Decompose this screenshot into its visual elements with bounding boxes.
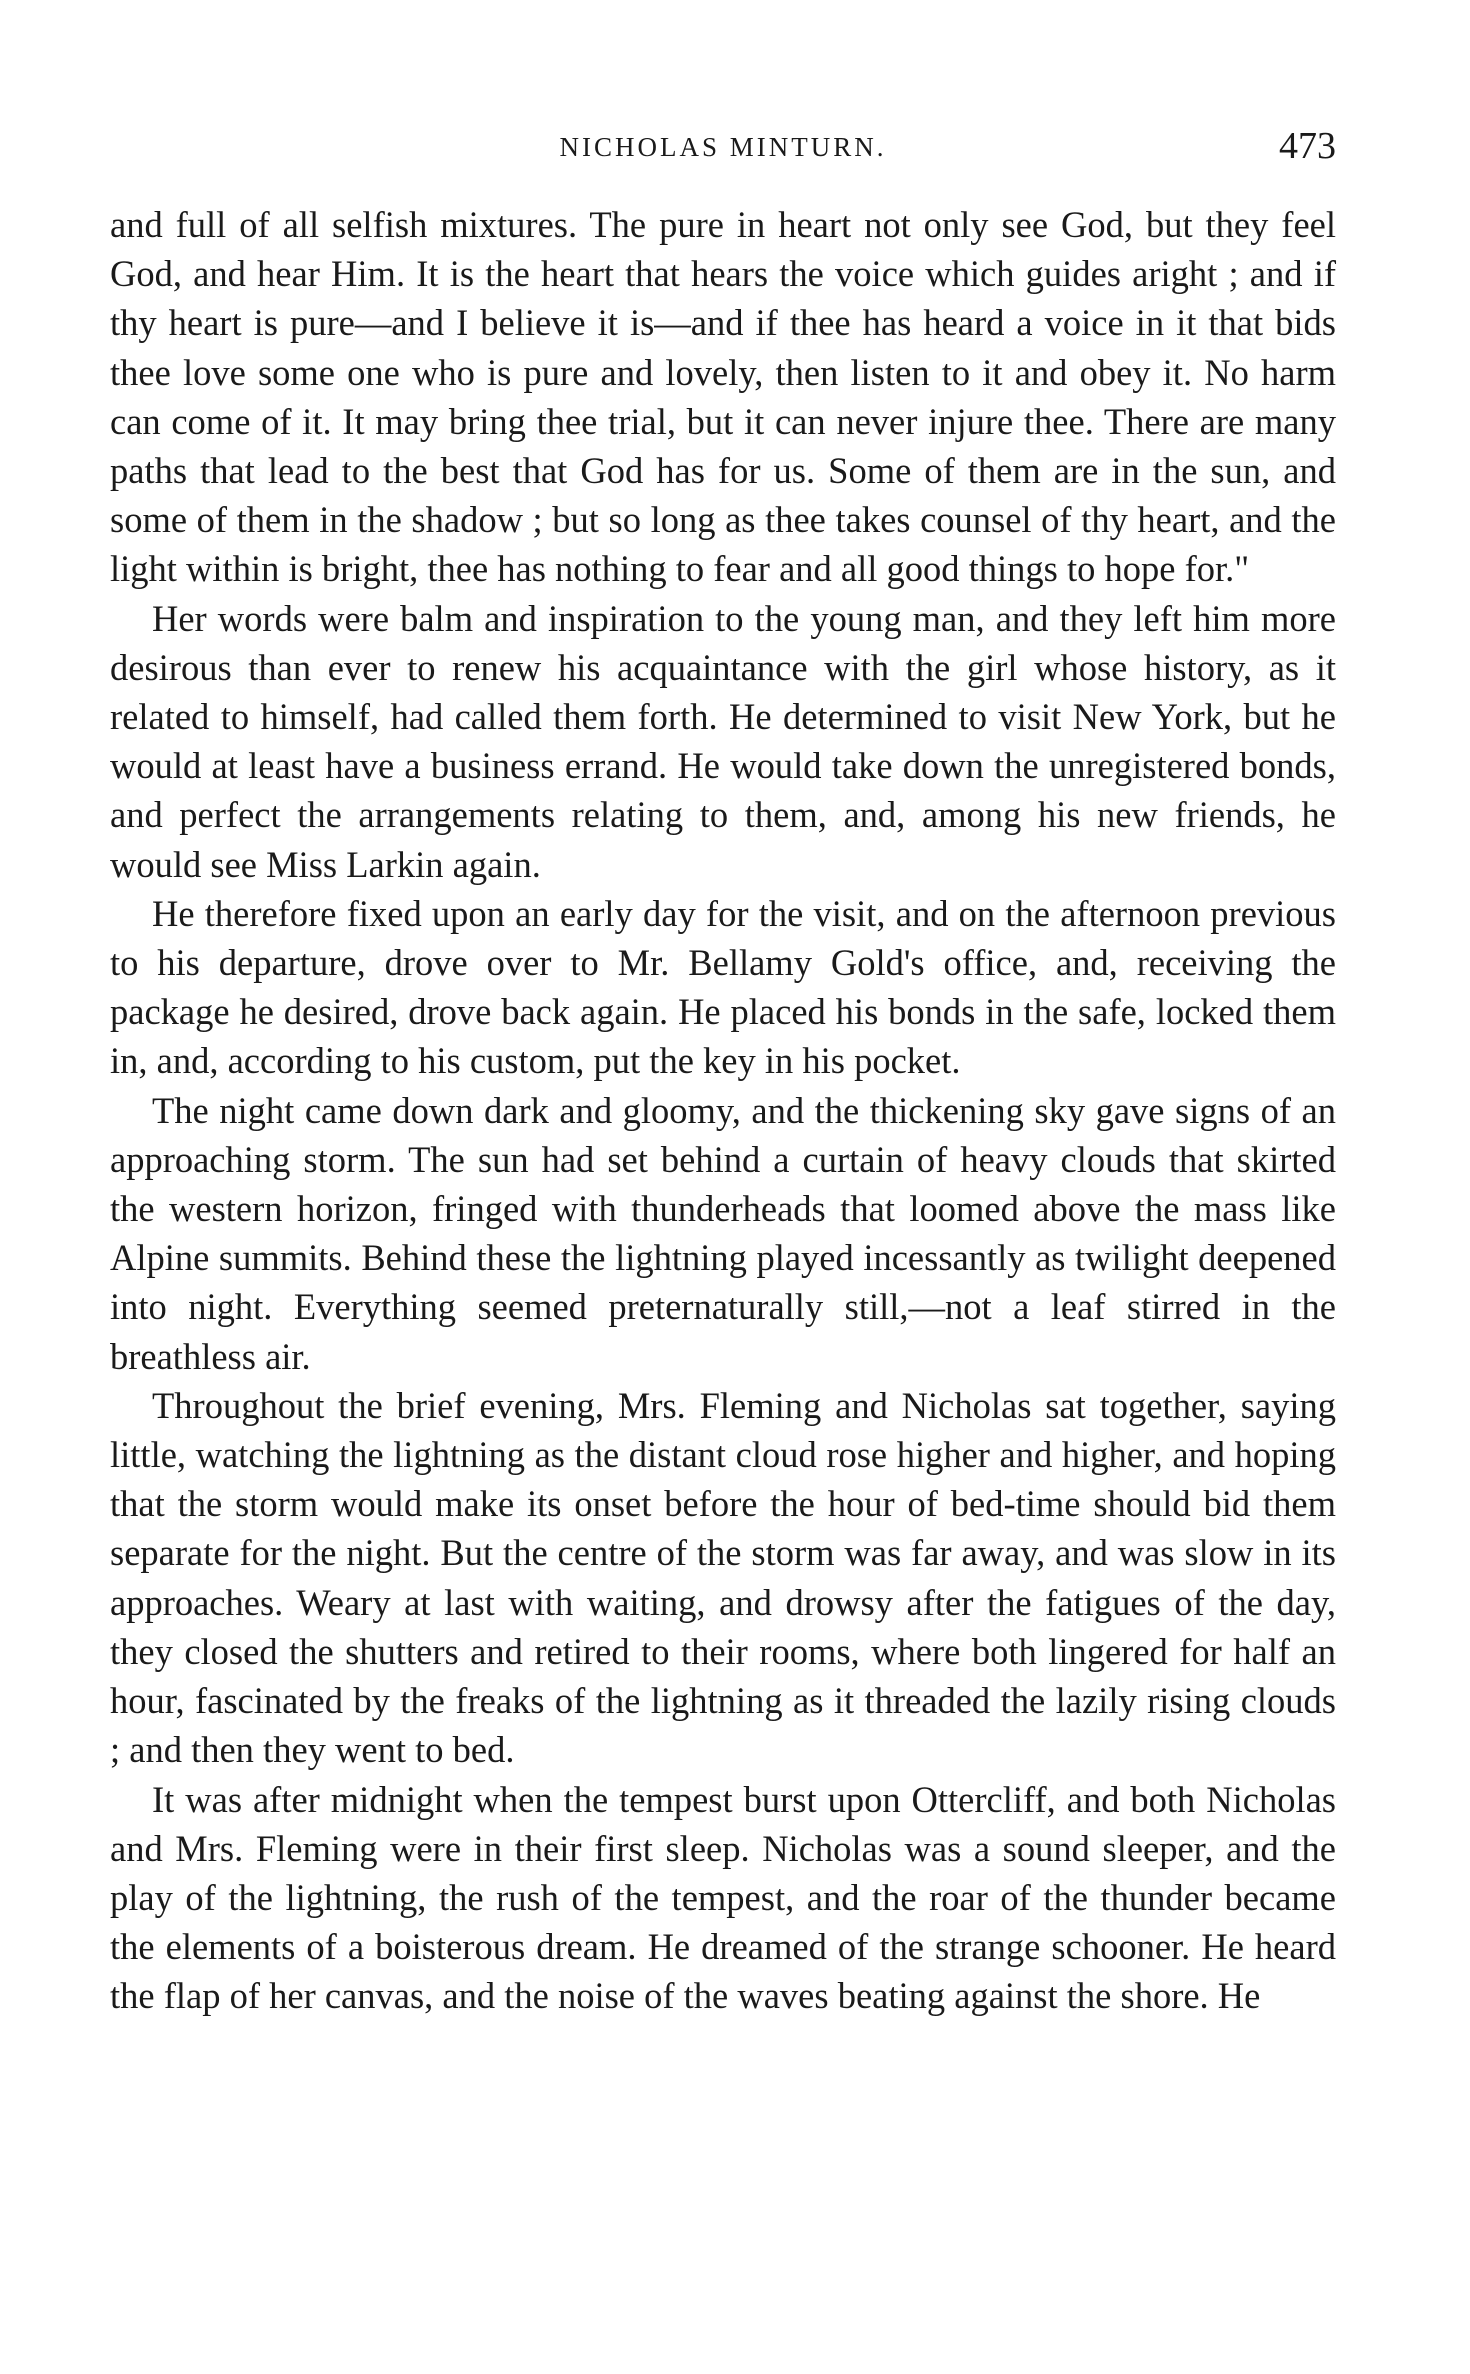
paragraph: He therefore fixed upon an early day for the visit, and on the afternoon previous to his departure, drove over to Mr. Bellamy Gold's office, and, receiving the package he desired, drove back again. He placed his bonds in the safe, locked them in, and, according to his custom, put the key in his pocket. <box>110 892 1336 1082</box>
body-text <box>110 200 1336 2021</box>
running-head <box>110 125 1336 168</box>
paragraph: The night came down dark and gloomy, and the thickening sky gave signs of an approaching storm. The sun had set behind a curtain of heavy clouds that skirted the western horizon, fringed with thunderheads that loomed above the mass like Alpine summits. Behind these the lightning played incessantly as twilight deepened into night. Everything seemed preternaturally still,—not a leaf stirred in the breathless air. <box>110 1089 1336 1377</box>
paragraph: It was after midnight when the tempest burst upon Ottercliff, and both Nicholas and Mrs. Fleming were in their first sleep. Nicholas was a sound sleeper, and the play of the lightning, the rush of the tempest, and the roar of the thunder became the elements of a boisterous dream. He dreamed of the strange schooner. He heard the flap of her canvas, and the noise of the waves beating against the shore. He <box>110 1778 1336 2017</box>
running-title: NICHOLAS MINTURN. <box>559 132 887 162</box>
paragraph: Throughout the brief evening, Mrs. Fleming and Nicholas sat together, saying little, watching the lightning as the distant cloud rose higher and higher, and hoping that the storm would make its onset before the hour of bed-time should bid them separate for the night. But the centre of the storm was far away, and was slow in its approaches. Weary at last with waiting, and drowsy after the fatigues of the day, they closed the shutters and retired to their rooms, where both lingered for half an hour, fascinated by the freaks of the lightning as it threaded the lazily rising clouds ; and then they went to bed. <box>110 1384 1336 1771</box>
paragraph: Her words were balm and inspiration to the young man, and they left him more desirous than ever to renew his acquaintance with the girl whose history, as it related to himself, had called them forth. He determined to visit New York, but he would at least have a business errand. He would take down the unregistered bonds, and perfect the arrangements relating to them, and, among his new friends, he would see Miss Larkin again. <box>110 597 1336 885</box>
page-number: 473 <box>1279 125 1336 167</box>
paragraph: and full of all selfish mixtures. The pure in heart not only see God, but they feel God, and hear Him. It is the heart that hears the voice which guides aright ; and if thy heart is pure—and I believe it is—and if thee has heard a voice in it that bids thee love some one who is pure and lovely, then listen to it and obey it. No harm can come of it. It may bring thee trial, but it can never injure thee. There are many paths that lead to the best that God has for us. Some of them are in the sun, and some of them in the shadow ; but so long as thee takes counsel of thy heart, and the light within is bright, thee has nothing to fear and all good things to hope for." <box>110 204 1336 590</box>
